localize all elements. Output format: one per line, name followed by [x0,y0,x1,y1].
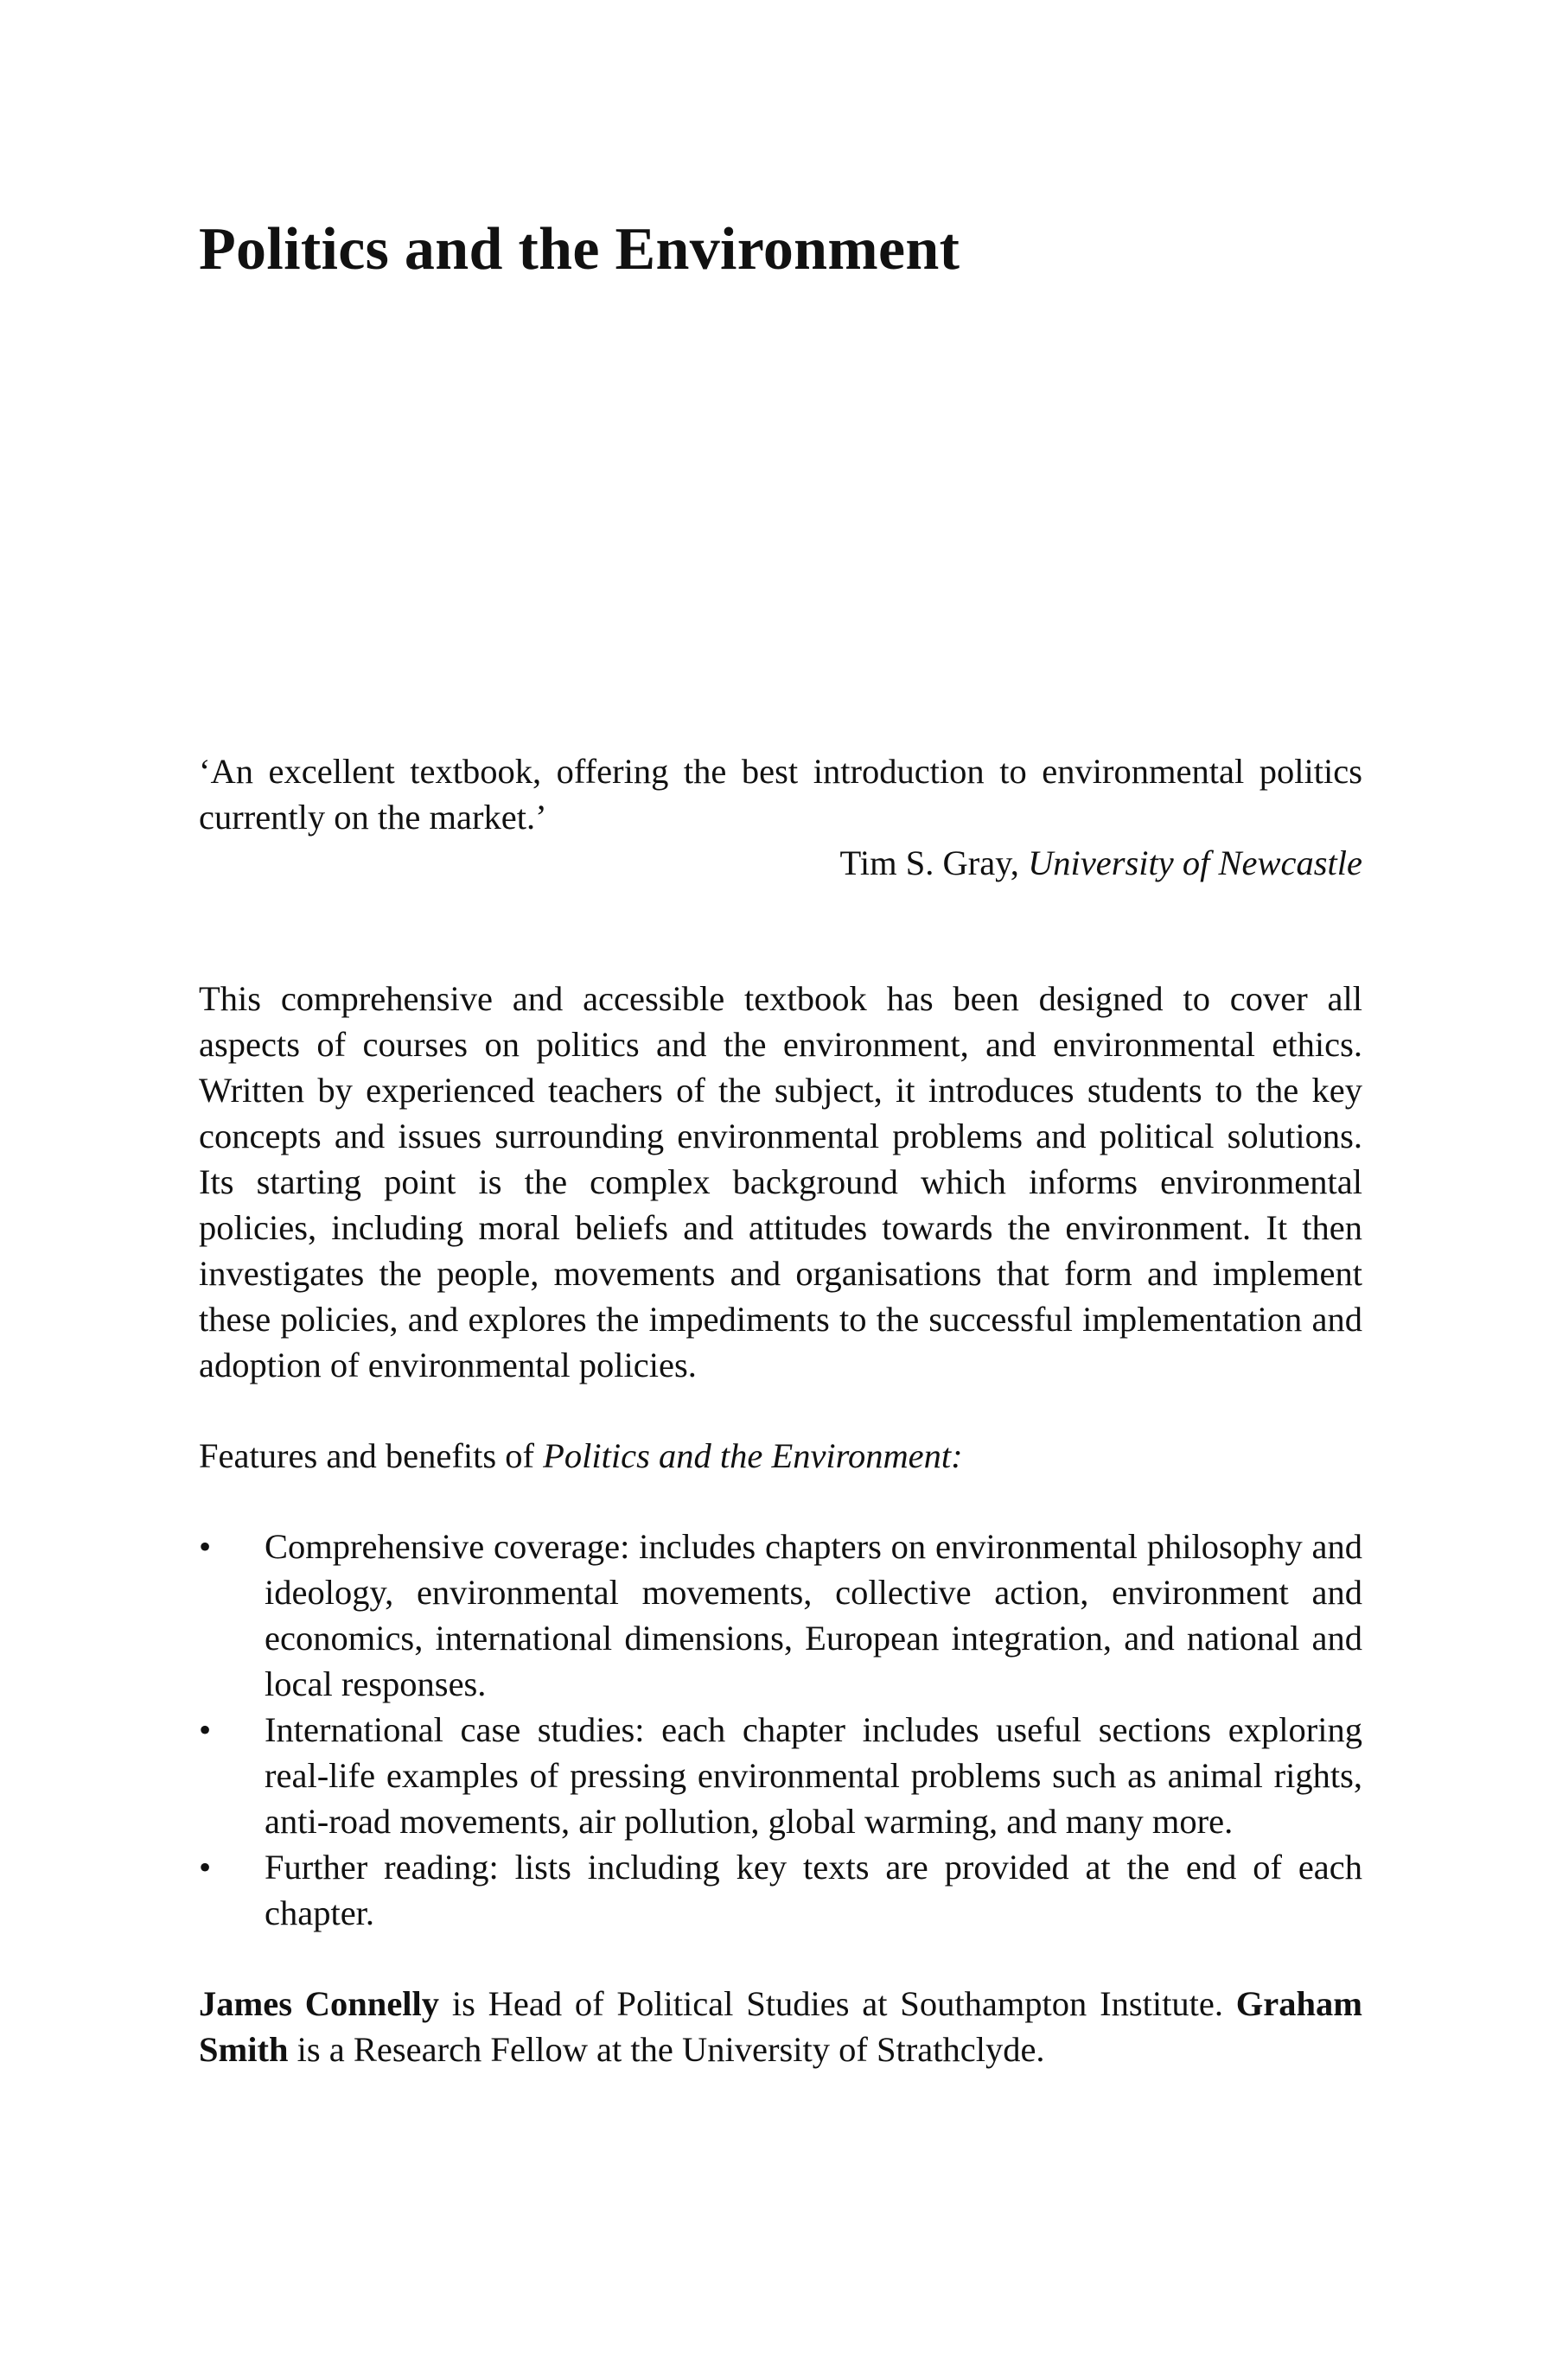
feature-item-case-studies [199,1707,1362,1844]
author-bio [199,1981,1362,2072]
feature-text: International case studies: each chapter includes useful sections exploring real-life examples of pressing environmental problems such as animal rights, anti-road movements, air pollution, global warming, and many more. [265,1710,1362,1841]
back-cover-blurb [199,748,1362,2072]
endorsement-attribution [199,840,1362,886]
book-title: Politics and the Environment [199,216,960,283]
endorsement-author: Tim S. Gray, [839,843,1029,882]
feature-text: Comprehensive coverage: includes chapters on environmental philosophy and ideology, environmental movements, collective action, environment and economics, international dimensions, European integration, and national and local responses. [265,1527,1362,1703]
features-intro-book-title: Politics and the Environment: [543,1436,963,1475]
features-intro-prefix: Features and benefits of [199,1436,544,1475]
features-intro [199,1433,1362,1479]
bullet-icon: • [199,1710,212,1749]
bullet-icon: • [199,1527,212,1566]
author-name-smith: Graham Smith [199,1984,1362,2069]
author-bio-connelly: is Head of Political Studies at Southampton Institute. [439,1984,1236,2023]
features-list [199,1524,1362,1936]
author-name-connelly: James Connelly [199,1984,440,2023]
book-description: This comprehensive and accessible textbook has been designed to cover all aspects of courses on politics and the environment, and environmental ethics. Written by experienced teachers of the subject, it introduces students to the key concepts and issues surrounding environmental problems and political solutions. Its starting point is the complex background which informs environmental policies, including moral beliefs and attitudes towards the environment. It then investigates the people, movements and organisations that form and implement these policies, and explores the impediments to the successful implementation and adoption of environmental policies. [199,979,1362,1384]
endorsement-affiliation: University of Newcastle [1028,843,1362,882]
endorsement-quote: ‘An excellent textbook, offering the best introduction to environmental politics currently on the market.’ [199,752,1362,837]
bullet-icon: • [199,1848,212,1887]
feature-text: Further reading: lists including key texts are provided at the end of each chapter. [265,1848,1362,1932]
feature-item-further-reading [199,1844,1362,1936]
feature-item-coverage [199,1524,1362,1707]
author-bio-smith: is a Research Fellow at the University of Strathclyde. [288,2030,1045,2069]
